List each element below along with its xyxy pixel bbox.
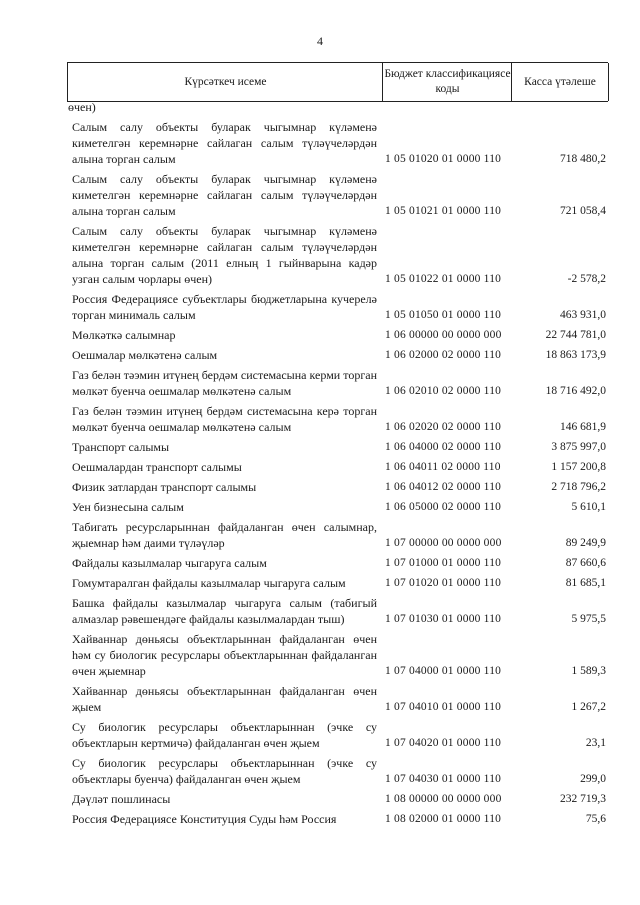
table-row	[0, 755, 640, 787]
row-budget-code: 1 07 04020 01 0000 110	[385, 737, 502, 749]
row-indicator-name: Салым салу объекты буларак чыгымнар күләменә киметелгән керемнәрне сайлаган салым түләүчеләрдән алына торган салым	[72, 172, 377, 218]
row-cash-amount: 18 863 173,9	[545, 349, 606, 361]
row-budget-code: 1 06 02010 02 0000 110	[385, 385, 502, 397]
row-cash-amount: 18 716 492,0	[545, 385, 606, 397]
table-row	[0, 439, 640, 455]
row-cash-amount: 5 975,5	[571, 613, 606, 625]
row-budget-code: 1 07 04000 01 0000 110	[385, 665, 502, 677]
row-cash-amount: 1 589,3	[571, 665, 606, 677]
row-budget-code: 1 05 01020 01 0000 110	[385, 153, 502, 165]
table-row	[0, 347, 640, 363]
table-row	[0, 119, 640, 167]
table-row	[0, 791, 640, 807]
row-cash-amount: 81 685,1	[565, 577, 606, 589]
row-indicator-name: Транспорт салымы	[72, 440, 170, 454]
table-row	[0, 595, 640, 627]
table-row	[0, 811, 640, 827]
row-indicator-name: Су биологик ресурслары объектларыннан (эчке су объектлары буенча) файдаланган өчен җыем	[72, 756, 377, 786]
row-indicator-name: Салым салу объекты буларак чыгымнар күләменә киметелгән керемнәрне сайлаган салым түләүчеләрдән алына торган салым (2011 елның 1 гыйнварына кадәр узган салым чорлары өчен)	[72, 224, 377, 286]
row-cash-amount: 75,6	[585, 813, 606, 825]
row-cash-amount: 2 718 796,2	[551, 481, 606, 493]
row-cash-amount: 1 157 200,8	[551, 461, 606, 473]
row-cash-amount: 5 610,1	[571, 501, 606, 513]
row-cash-amount: 22 744 781,0	[545, 329, 606, 341]
table-row	[0, 327, 640, 343]
row-cash-amount: 1 267,2	[571, 701, 606, 713]
row-indicator-name: Россия Федерациясе Конституция Суды һәм Россия	[72, 812, 337, 826]
row-cash-amount: 232 719,3	[560, 793, 606, 805]
row-indicator-name: Хайваннар дөньясы объектларыннан файдаланган өчен һәм су биологик ресурслары объектларыннан файдаланган өчен җыемнар	[72, 632, 377, 678]
table-header	[67, 62, 608, 102]
row-budget-code: 1 06 04000 02 0000 110	[385, 441, 502, 453]
row-indicator-name: Хайваннар дөньясы объектларыннан файдаланган өчен җыем	[72, 684, 377, 714]
header-budget-code: Бюджет классификациясе коды	[382, 63, 512, 101]
row-budget-code: 1 05 01021 01 0000 110	[385, 205, 502, 217]
row-indicator-name: Табигать ресурсларыннан файдаланган өчен салымнар, җыемнар һәм даими түләүләр	[72, 520, 377, 550]
row-budget-code: 1 06 02000 02 0000 110	[385, 349, 502, 361]
row-budget-code: 1 08 00000 00 0000 000	[385, 793, 502, 805]
row-cash-amount: 463 931,0	[560, 309, 606, 321]
table-row	[0, 367, 640, 399]
table-row	[0, 575, 640, 591]
table-body	[0, 119, 640, 831]
row-indicator-name: Гомумтаралган файдалы казылмалар чыгаруга салым	[72, 576, 346, 590]
table-row	[0, 631, 640, 679]
row-cash-amount: 23,1	[585, 737, 606, 749]
row-cash-amount: 299,0	[580, 773, 606, 785]
row-budget-code: 1 07 04010 01 0000 110	[385, 701, 502, 713]
row-indicator-name: Оешмалар мөлкәтенә салым	[72, 348, 218, 362]
row-indicator-name: Россия Федерациясе субъектлары бюджетларына кучерелә торган минималь салым	[72, 292, 377, 322]
row-budget-code: 1 06 04012 02 0000 110	[385, 481, 502, 493]
row-budget-code: 1 07 01000 01 0000 110	[385, 557, 502, 569]
page-number: 4	[317, 34, 323, 48]
row-indicator-name: Башка файдалы казылмалар чыгаруга салым (табигый алмазлар рәвешендәге файдалы казылмалардан тыш)	[72, 596, 377, 626]
table-row	[0, 479, 640, 495]
row-budget-code: 1 07 01030 01 0000 110	[385, 613, 502, 625]
row-cash-amount: 721 058,4	[560, 205, 606, 217]
row-indicator-name: Салым салу объекты буларак чыгымнар күләменә киметелгән керемнәрне сайлаган салым түләүчеләрдән алына торган салым	[72, 120, 377, 166]
row-budget-code: 1 07 00000 00 0000 000	[385, 537, 502, 549]
row-budget-code: 1 06 02020 02 0000 110	[385, 421, 502, 433]
row-budget-code: 1 08 02000 01 0000 110	[385, 813, 502, 825]
row-budget-code: 1 07 04030 01 0000 110	[385, 773, 502, 785]
row-indicator-name: Физик затлардан транспорт салымы	[72, 480, 257, 494]
row-cash-amount: 3 875 997,0	[551, 441, 606, 453]
row-budget-code: 1 05 01022 01 0000 110	[385, 273, 502, 285]
table-row	[0, 555, 640, 571]
table-row	[0, 459, 640, 475]
table-row	[0, 683, 640, 715]
row-indicator-name: Оешмалардан транспорт салымы	[72, 460, 242, 474]
row-indicator-name: Дәүләт пошлинасы	[72, 792, 171, 806]
table-row	[0, 291, 640, 323]
row-cash-amount: 89 249,9	[565, 537, 606, 549]
row-cash-amount: 87 660,6	[565, 557, 606, 569]
row-cash-amount: 146 681,9	[560, 421, 606, 433]
table-row	[0, 403, 640, 435]
row-indicator-name: Уен бизнесына салым	[72, 500, 184, 514]
row-budget-code: 1 06 00000 00 0000 000	[385, 329, 502, 341]
table-row	[0, 171, 640, 219]
table-row	[0, 719, 640, 751]
row-indicator-name: Газ белән тәэмин итүнең бердәм системасына керә торган мөлкәт буенча оешмалар мөлкәтенә салым	[72, 404, 377, 434]
row-indicator-name: Су биологик ресурслары объектларыннан (эчке су объектларын кертмичә) файдаланган өчен җыем	[72, 720, 377, 750]
previous-row-tail: өчен)	[68, 100, 96, 114]
header-indicator-name: Күрсәткеч исеме	[67, 63, 383, 101]
row-cash-amount: -2 578,2	[567, 273, 606, 285]
row-budget-code: 1 07 01020 01 0000 110	[385, 577, 502, 589]
row-budget-code: 1 06 04011 02 0000 110	[385, 461, 501, 473]
row-cash-amount: 718 480,2	[560, 153, 606, 165]
row-budget-code: 1 05 01050 01 0000 110	[385, 309, 502, 321]
header-cash-execution: Касса үтәлеше	[511, 63, 609, 101]
table-row	[0, 223, 640, 287]
table-row	[0, 519, 640, 551]
row-indicator-name: Файдалы казылмалар чыгаруга салым	[72, 556, 267, 570]
row-budget-code: 1 06 05000 02 0000 110	[385, 501, 502, 513]
table-row	[0, 499, 640, 515]
row-indicator-name: Мөлкәткә салымнар	[72, 328, 176, 342]
row-indicator-name: Газ белән тәэмин итүнең бердәм системасына керми торган мөлкәт буенча оешмалар мөлкәтенә салым	[72, 368, 377, 398]
